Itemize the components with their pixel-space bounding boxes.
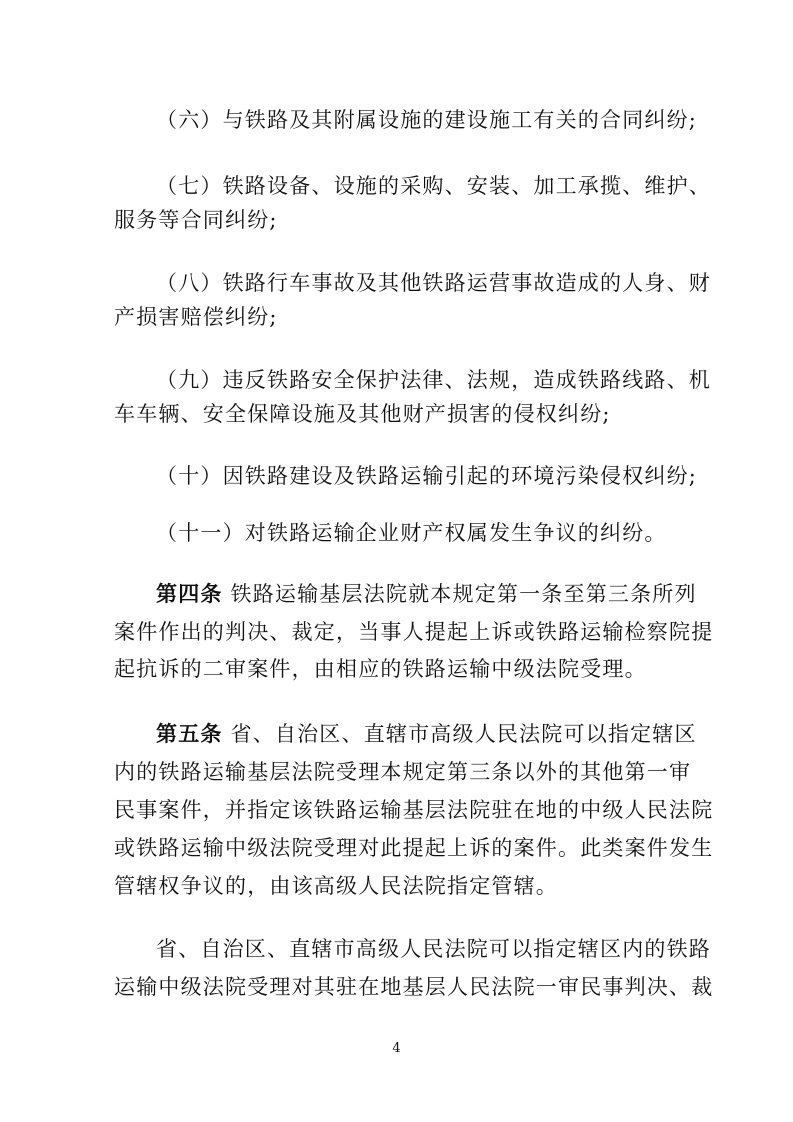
article-4-line-1-text: 铁路运输基层法院就本规定第一条至第三条所列	[230, 582, 697, 606]
last-paragraph-line-2: 运输中级法院受理对其驻在地基层人民法院一审民事判决、裁	[114, 975, 714, 999]
item-6: （六）与铁路及其附属设施的建设施工有关的合同纠纷;	[156, 108, 698, 132]
item-7-line-2: 服务等合同纠纷;	[114, 208, 278, 232]
item-9-line-1: （九）违反铁路安全保护法律、法规，造成铁路线路、机	[156, 368, 711, 392]
article-5-line-1	[156, 720, 697, 748]
article-4-line-2: 案件作出的判决、裁定，当事人提起上诉或铁路运输检察院提	[114, 620, 714, 644]
item-9-line-2: 车车辆、安全保障设施及其他财产损害的侵权纠纷;	[114, 402, 611, 426]
item-8-line-2: 产损害赔偿纠纷;	[114, 305, 278, 329]
last-paragraph-line-1: 省、自治区、直辖市高级人民法院可以指定辖区内的铁路	[156, 937, 711, 961]
article-5-line-1-text: 省、自治区、直辖市高级人民法院可以指定辖区	[230, 722, 697, 746]
article-5-line-5: 管辖权争议的，由该高级人民法院指定管辖。	[114, 874, 558, 898]
article-4-heading: 第四条	[156, 581, 223, 606]
item-8-line-1: （八）铁路行车事故及其他铁路运营事故造成的人身、财	[156, 271, 711, 295]
item-10: （十）因铁路建设及铁路运输引起的环境污染侵权纠纷;	[156, 464, 698, 488]
page-number: 4	[392, 1041, 401, 1056]
article-4-line-3: 起抗诉的二审案件，由相应的铁路运输中级法院受理。	[114, 657, 647, 681]
article-5-line-3: 民事案件，并指定该铁路运输基层法院驻在地的中级人民法院	[114, 798, 714, 822]
item-11: （十一）对铁路运输企业财产权属发生争议的纠纷。	[156, 521, 667, 545]
article-5-line-2: 内的铁路运输基层法院受理本规定第三条以外的其他第一审	[114, 760, 692, 784]
article-5-heading: 第五条	[156, 721, 223, 746]
article-4-line-1	[156, 580, 697, 608]
article-5-line-4: 或铁路运输中级法院受理对此提起上诉的案件。此类案件发生	[114, 836, 714, 860]
item-7-line-1: （七）铁路设备、设施的采购、安装、加工承揽、维护、	[156, 174, 711, 198]
